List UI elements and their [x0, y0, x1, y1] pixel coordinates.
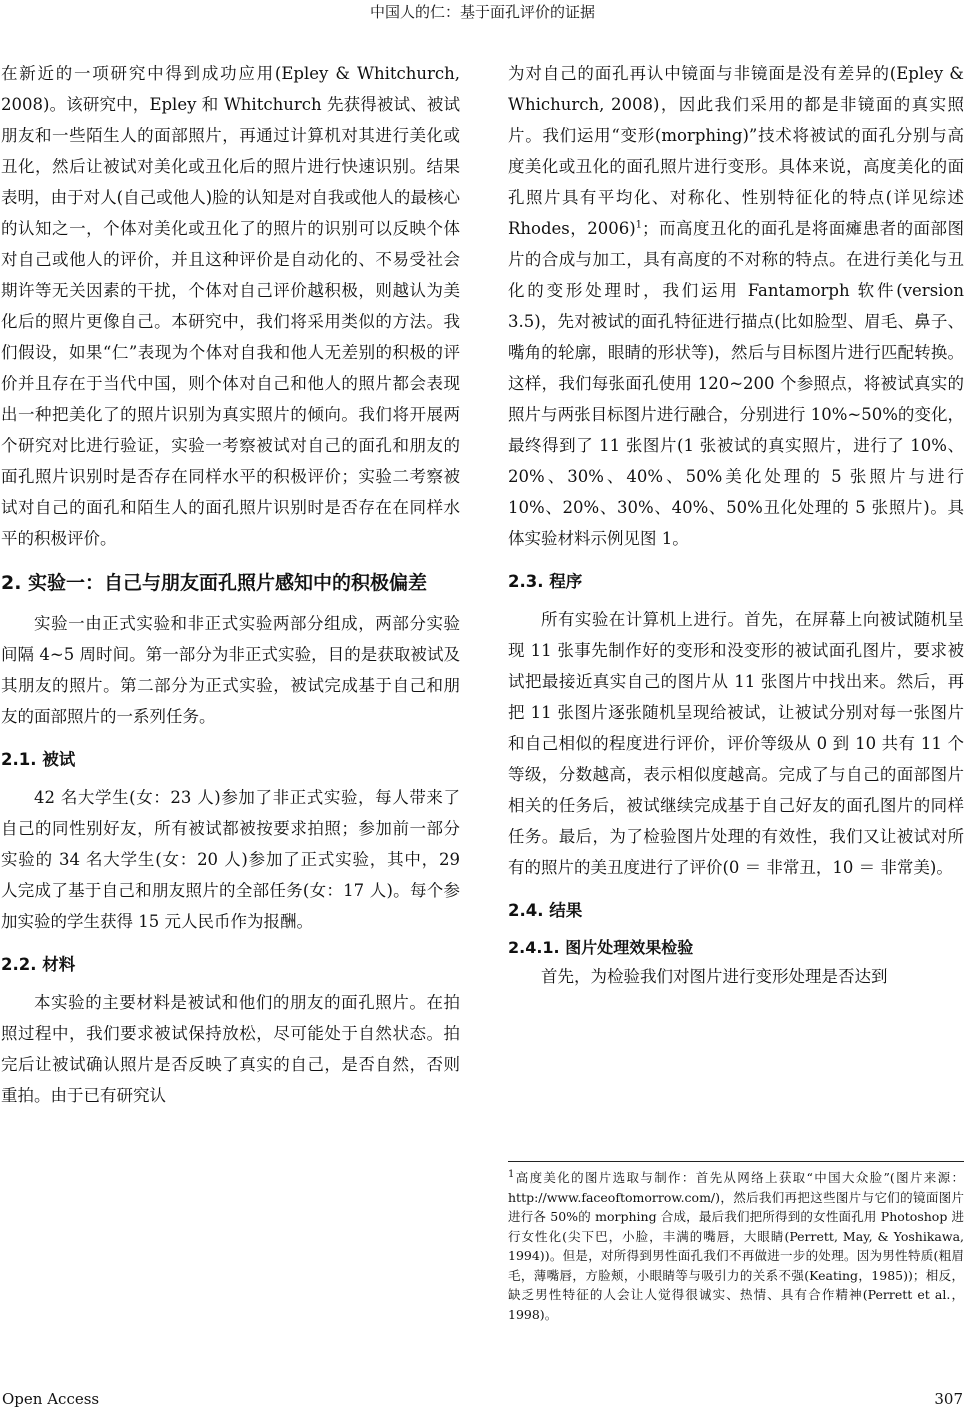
- right-column: [508, 58, 964, 992]
- section-2-2-paragraph: 本实验的主要材料是被试和他们的朋友的面孔照片。在拍照过程中，我们要求被试保持放松，尽可能处于自然状态。拍完后让被试确认照片是否反映了真实的自己，是否自然，否则重拍。由于已有研究认: [1, 993, 460, 1105]
- section-2-4-1-paragraph: 首先，为检验我们对图片进行变形处理是否达到: [541, 967, 888, 986]
- section-2-paragraph: 实验一由正式实验和非正式实验两部分组成，两部分实验间隔 4~5 周时间。第一部分为非正式实验，目的是获取被试及其朋友的照片。第二部分为正式实验，被试完成基于自己和朋友的面部照片的一系列任务。: [1, 614, 460, 726]
- footer-publisher: Open Access: [2, 1390, 100, 1408]
- materials-continued-paragraph: [508, 58, 964, 554]
- footnote-reference[interactable]: 1: [635, 219, 643, 231]
- section-2-3-heading: 2.3. 程序: [508, 572, 583, 591]
- section-2-1-heading: 2.1. 被试: [1, 750, 76, 769]
- running-title: 中国人的仁：基于面孔评价的证据: [369, 3, 595, 21]
- section-2-4-heading: 2.4. 结果: [508, 901, 583, 920]
- materials-text-part-b: ；而高度丑化的面孔是将面瘫患者的面部图片的合成与加工，具有高度的不对称的特点。在进行美化与丑化的变形处理时，我们运用 Fantamorph 软件(version 3.5)，先对被试的面孔特征进行描点(比如脸型、眉毛、鼻子、嘴角的轮廓，眼睛的形状等)，然后与目标图片进行匹配转换。这样，我们每张面孔使用 120~200 个参照点，将被试真实的照片与两张目标图片进行融合，分别进行 10%~50%的变化，最终得到了 11 张图片(1 张被试的真实照片，进行了 10%、20%、30%、40%、50%美化处理的 5 张照片与进行 10%、20%、30%、40%、50%丑化处理的 5 张照片)。具体实验材料示例见图 1。: [508, 219, 964, 548]
- left-column: [1, 58, 460, 1111]
- section-2-3-paragraph: 所有实验在计算机上进行。首先，在屏幕上向被试随机呈现 11 张事先制作好的变形和没变形的被试面孔图片，要求被试把最接近真实自己的图片从 11 张图片中找出来。然后，再把 11 张图片逐张随机呈现给被试，让被试分别对每一张图片和自己相似的程度进行评价，评价等级从 0 到 10 共有 11 个等级，分数越高，表示相似度越高。完成了与自己的面部图片相关的任务后，被试继续完成基于自己好友的面孔图片的同样任务。最后，为了检验图片处理的有效性，我们又让被试对所有的照片的美丑度进行了评价(0 ＝ 非常丑，10 ＝ 非常美)。: [508, 610, 964, 877]
- section-2-2-heading: 2.2. 材料: [1, 955, 76, 974]
- section-2-1-paragraph: 42 名大学生(女：23 人)参加了非正式实验，每人带来了自己的同性别好友，所有被试都被按要求拍照；参加前一部分实验的 34 名大学生(女：20 人)参加了正式实验，其中，29 人完成了基于自己和朋友照片的全部任务(女：17 人)。每个参加实验的学生获得 15 元人民币作为报酬。: [1, 788, 460, 931]
- materials-text-part-a: 为对自己的面孔再认中镜面与非镜面是没有差异的(Epley & Whichurch, 2008)，因此我们采用的都是非镜面的真实照片。我们运用“变形(morphing)”技术将被试的面孔分别与高度美化或丑化的面孔照片进行变形。具体来说，高度美化的面孔照片具有平均化、对称化、性别特征化的特点(详见综述 Rhodes，2006): [508, 64, 964, 238]
- footnote: [508, 1168, 964, 1324]
- section-2-4-1-heading: 2.4.1. 图片处理效果检验: [508, 938, 694, 957]
- footnote-mark: 1: [508, 1168, 515, 1180]
- page-number: 307: [934, 1390, 963, 1408]
- intro-paragraph: 在新近的一项研究中得到成功应用(Epley & Whitchurch, 2008)。该研究中，Epley 和 Whitchurch 先获得被试、被试朋友和一些陌生人的面部照片，再通过计算机对其进行美化或丑化，然后让被试对美化或丑化后的照片进行快速识别。结果表明，由于对人(自己或他人)脸的认知是对自我或他人的最核心的认知之一，个体对美化或丑化了的照片的识别可以反映个体对自己或他人的评价，并且这种评价是自动化的、不易受社会期许等无关因素的干扰，个体对自己评价越积极，则越认为美化后的照片更像自己。本研究中，我们将采用类似的方法。我们假设，如果“仁”表现为个体对自我和他人无差别的积极的评价并且存在于当代中国，则个体对自己和他人的照片都会表现出一种把美化了的照片识别为真实照片的倾向。我们将开展两个研究对比进行验证，实验一考察被试对自己的面孔和朋友的面孔照片识别时是否存在同样水平的积极评价；实验二考察被试对自己的面孔和陌生人的面孔照片识别时是否存在在同样水平的积极评价。: [1, 64, 460, 548]
- footnote-divider: [508, 1161, 964, 1162]
- section-2-heading: 2. 实验一：自己与朋友面孔照片感知中的积极偏差: [1, 572, 428, 594]
- footnote-text: 高度美化的图片选取与制作：首先从网络上获取“中国大众脸”(图片来源：http://www.faceoftomorrow.com/)，然后我们再把这些图片与它们的镜面图片进行各 50%的 morphing 合成，最后我们把所得到的女性面孔用 Photoshop 进行女性化(尖下巴，小脸，丰满的嘴唇，大眼睛(Perrett, May, & Yoshikawa, 1994))。但是，对所得到男性面孔我们不再做进一步的处理。因为男性特质(粗眉毛，薄嘴唇，方脸颊，小眼睛等与吸引力的关系不强(Keating，1985))；相反，缺乏男性特征的人会让人觉得很诚实、热情、具有合作精神(Perrett et al.，1998)。: [508, 1170, 964, 1322]
